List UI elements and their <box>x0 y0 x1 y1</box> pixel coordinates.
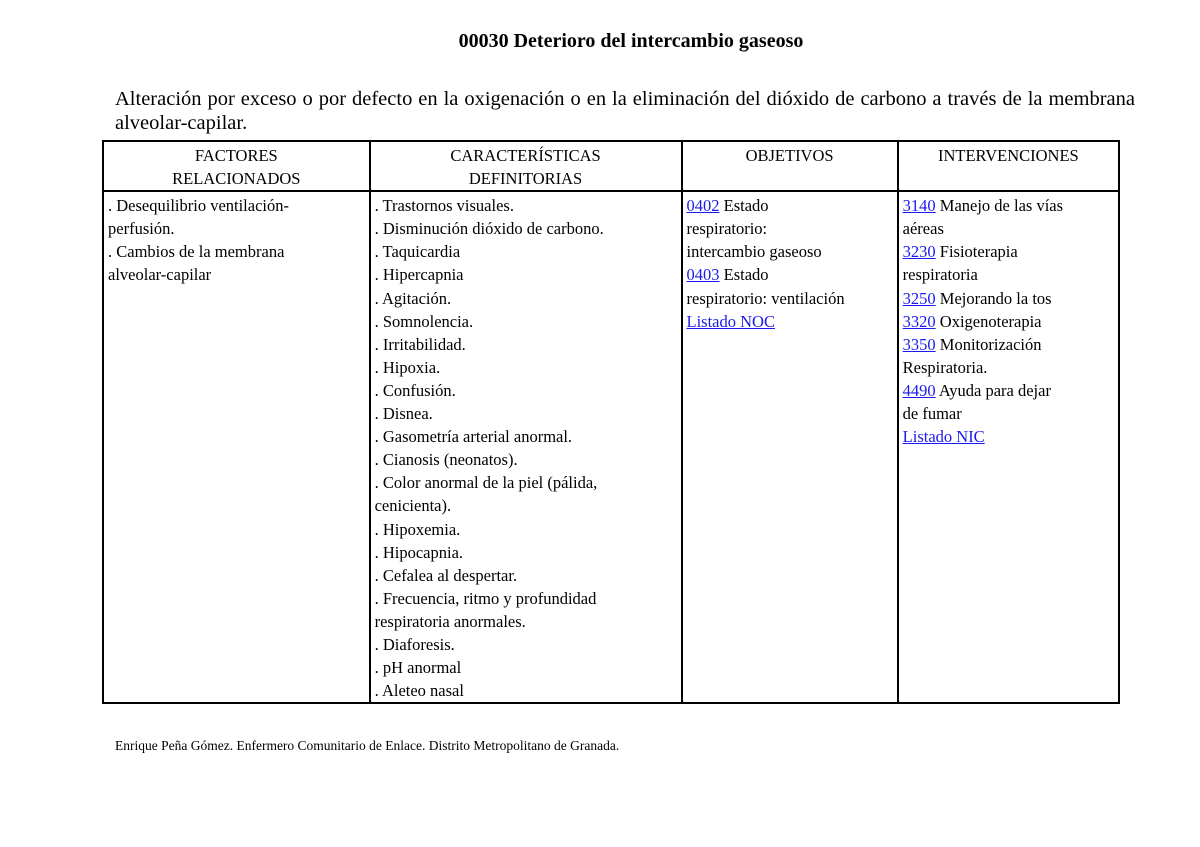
objetivo-item <box>687 217 893 240</box>
caracteristica-item: . Disminución dióxido de carbono. <box>374 219 604 239</box>
code-link[interactable]: 3350 <box>902 334 936 354</box>
caracteristica-item: . Taquicardia <box>374 242 461 262</box>
item-text: respiratoria <box>902 265 978 285</box>
caracteristica-item: . Somnolencia. <box>374 311 474 331</box>
caracteristica-item: . Cianosis (neonatos). <box>374 450 518 470</box>
code-link[interactable]: 0403 <box>686 265 720 285</box>
intervencion-item <box>903 402 1114 425</box>
header-caracteristicas-line-2: DEFINITORIAS <box>468 169 583 189</box>
caracteristicas-cell <box>370 191 682 703</box>
item-text: Monitorización <box>935 334 1042 354</box>
intervencion-item <box>903 310 1114 333</box>
code-link[interactable]: 3230 <box>902 242 936 262</box>
caracteristica-item: . Aleteo nasal <box>374 681 464 701</box>
caracteristica-item: . Agitación. <box>374 288 452 308</box>
item-text: de fumar <box>902 404 962 424</box>
caracteristica-item: cenicienta). <box>374 496 452 516</box>
objetivo-item <box>687 240 893 263</box>
item-text: aéreas <box>902 219 944 239</box>
intervencion-item <box>903 333 1114 356</box>
item-text: respiratorio: <box>686 219 768 239</box>
objetivo-item <box>687 194 893 217</box>
intervencion-item <box>903 240 1114 263</box>
item-text: Estado <box>719 196 769 216</box>
item-text: Respiratoria. <box>902 357 988 377</box>
intervencion-item <box>903 217 1114 240</box>
item-text: Manejo de las vías <box>935 196 1064 216</box>
code-link[interactable]: 3140 <box>902 196 936 216</box>
item-text: Mejorando la tos <box>935 288 1052 308</box>
item-text: intercambio gaseoso <box>686 242 822 262</box>
factor-item: perfusión. <box>108 219 175 239</box>
diagnosis-definition: Alteración por exceso o por defecto en la oxigenación o en la eliminación del dióxido de carbono a través de la membrana alveolar-capilar. <box>115 88 1135 134</box>
caracteristica-item: . Hipoxemia. <box>374 519 461 539</box>
objetivos-cell <box>682 191 898 703</box>
intervencion-item <box>903 287 1114 310</box>
code-link[interactable]: 0402 <box>686 196 720 216</box>
intervenciones-cell <box>898 191 1119 703</box>
caracteristica-item: . pH anormal <box>374 658 462 678</box>
factor-item: alveolar-capilar <box>108 265 212 285</box>
intervencion-item <box>903 356 1114 379</box>
caracteristica-item: . Diaforesis. <box>374 634 455 654</box>
caracteristica-item: . Gasometría arterial anormal. <box>374 427 573 447</box>
caracteristica-item: . Color anormal de la piel (pálida, <box>374 473 598 493</box>
factor-item: . Cambios de la membrana <box>108 242 285 262</box>
item-text: Ayuda para dejar <box>935 380 1051 400</box>
header-intervenciones-line-1: INTERVENCIONES <box>937 146 1079 165</box>
caracteristica-item: . Trastornos visuales. <box>374 196 514 216</box>
objetivo-item <box>687 287 893 310</box>
item-text: Oxigenoterapia <box>935 311 1042 331</box>
code-link[interactable]: 4490 <box>902 380 936 400</box>
header-factores-line-2: RELACIONADOS <box>172 169 301 189</box>
header-caracteristicas <box>370 141 682 191</box>
header-caracteristicas-line-1: CARACTERÍSTICAS <box>450 146 601 165</box>
objetivo-item <box>687 263 893 286</box>
caracteristica-item: . Hipercapnia <box>374 265 464 285</box>
intervencion-item <box>903 194 1114 217</box>
factores-cell <box>103 191 370 703</box>
caracteristica-item: respiratoria anormales. <box>374 611 526 631</box>
header-factores <box>103 141 370 191</box>
item-text: Estado <box>719 265 769 285</box>
caracteristica-item: . Cefalea al despertar. <box>374 565 518 585</box>
diagnosis-table <box>102 140 1120 704</box>
header-intervenciones <box>898 141 1119 191</box>
code-link[interactable]: 3250 <box>902 288 936 308</box>
caracteristica-item: . Irritabilidad. <box>374 334 466 354</box>
listado-nic-link[interactable]: Listado NIC <box>902 427 985 447</box>
table-body-row <box>103 191 1119 703</box>
item-text: Fisioterapia <box>935 242 1018 262</box>
listado-noc-link[interactable]: Listado NOC <box>686 311 775 331</box>
caracteristica-item: . Hipocapnia. <box>374 542 464 562</box>
intervencion-item <box>903 379 1114 402</box>
factor-item: . Desequilibrio ventilación- <box>108 196 289 216</box>
table-header-row <box>103 141 1119 191</box>
caracteristica-item: . Hipoxia. <box>374 357 441 377</box>
item-text: respiratorio: ventilación <box>686 288 845 308</box>
header-factores-line-1: FACTORES <box>194 146 278 165</box>
header-objetivos-line-1: OBJETIVOS <box>745 146 834 165</box>
intervencion-item <box>903 263 1114 286</box>
document-title: 00030 Deterioro del intercambio gaseoso <box>458 30 804 52</box>
caracteristica-item: . Frecuencia, ritmo y profundidad <box>374 588 597 608</box>
caracteristica-item: . Confusión. <box>374 380 456 400</box>
caracteristica-item: . Disnea. <box>374 404 433 424</box>
code-link[interactable]: 3320 <box>902 311 936 331</box>
header-objetivos <box>682 141 898 191</box>
author-footer: Enrique Peña Gómez. Enfermero Comunitario de Enlace. Distrito Metropolitano de Granada. <box>115 738 620 753</box>
